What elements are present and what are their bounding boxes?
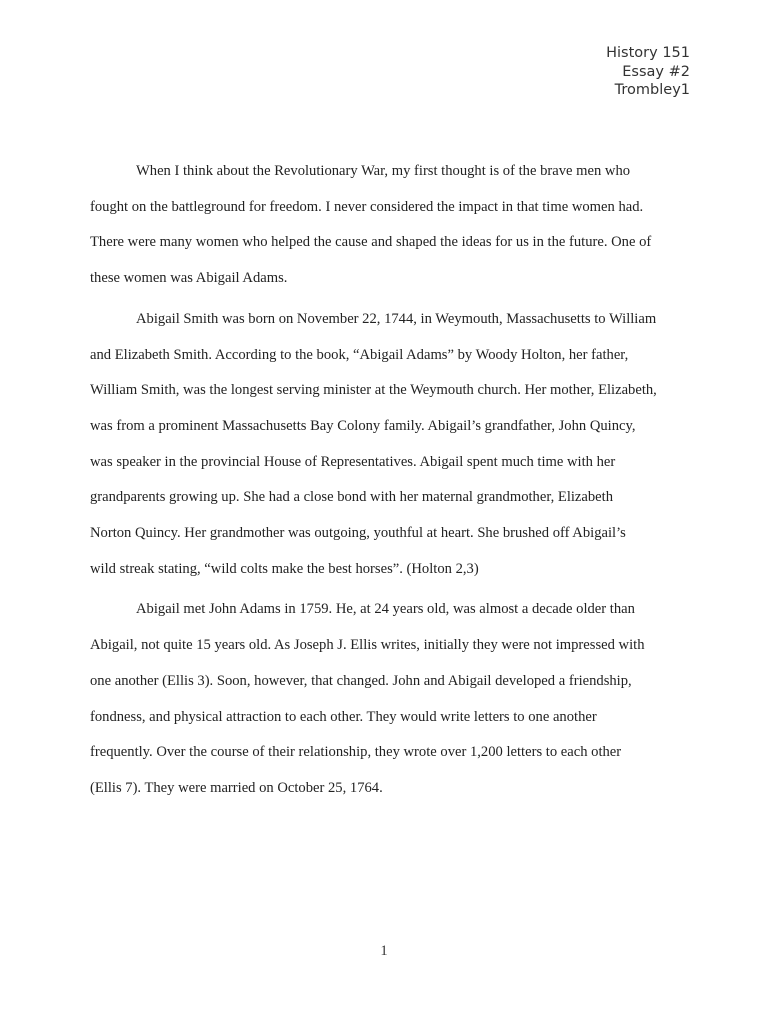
text-line: When I think about the Revolutionary War, my first thought is of the brave men who [136,163,631,179]
text-line: grandparents growing up. She had a close bond with her maternal grandmother, Elizabeth [90,489,614,506]
text-line: Abigail met John Adams in 1759. He, at 24 years old, was almost a decade older than [136,601,635,618]
text-line: William Smith, was the longest serving minister at the Weymouth church. Her mother, Elizabeth, [90,382,657,399]
text-line: was from a prominent Massachusetts Bay Colony family. Abigail’s grandfather, John Quincy, [90,417,636,434]
text-line: There were many women who helped the cause and shaped the ideas for us in the future. One of [90,234,652,251]
essay-body [90,154,680,807]
text-line: fondness, and physical attraction to each other. They would write letters to one another [90,708,597,725]
text-line: Abigail, not quite 15 years old. As Joseph J. Ellis writes, initially they were not impressed with [90,637,645,654]
text-line: (Ellis 7). They were married on October 25, 1764. [90,779,383,796]
paragraph-2 [90,302,680,588]
page-number: 1 [380,943,388,959]
text-line: was speaker in the provincial House of Representatives. Abigail spent much time with her [90,453,616,470]
author-page-label: Trombley1 [614,82,690,98]
text-line: these women was Abigail Adams. [90,270,288,287]
text-line: Abigail Smith was born on November 22, 1744, in Weymouth, Massachusetts to William [136,310,657,327]
page-header [606,44,690,100]
text-line: and Elizabeth Smith. According to the book, “Abigail Adams” by Woody Holton, her father, [90,346,629,363]
text-line: Norton Quincy. Her grandmother was outgoing, youthful at heart. She brushed off Abigail’s [90,525,626,542]
text-line: wild streak stating, “wild colts make the best horses”. (Holton 2,3) [90,560,479,577]
paragraph-1 [90,154,680,297]
course-name: History 151 [606,45,690,61]
text-line: frequently. Over the course of their relationship, they wrote over 1,200 letters to each other [90,744,622,761]
text-line: one another (Ellis 3). Soon, however, that changed. John and Abigail developed a friendship, [90,672,632,689]
text-line: fought on the battleground for freedom. I never considered the impact in that time women had. [90,198,644,215]
paragraph-3 [90,592,680,806]
assignment-name: Essay #2 [622,63,690,80]
